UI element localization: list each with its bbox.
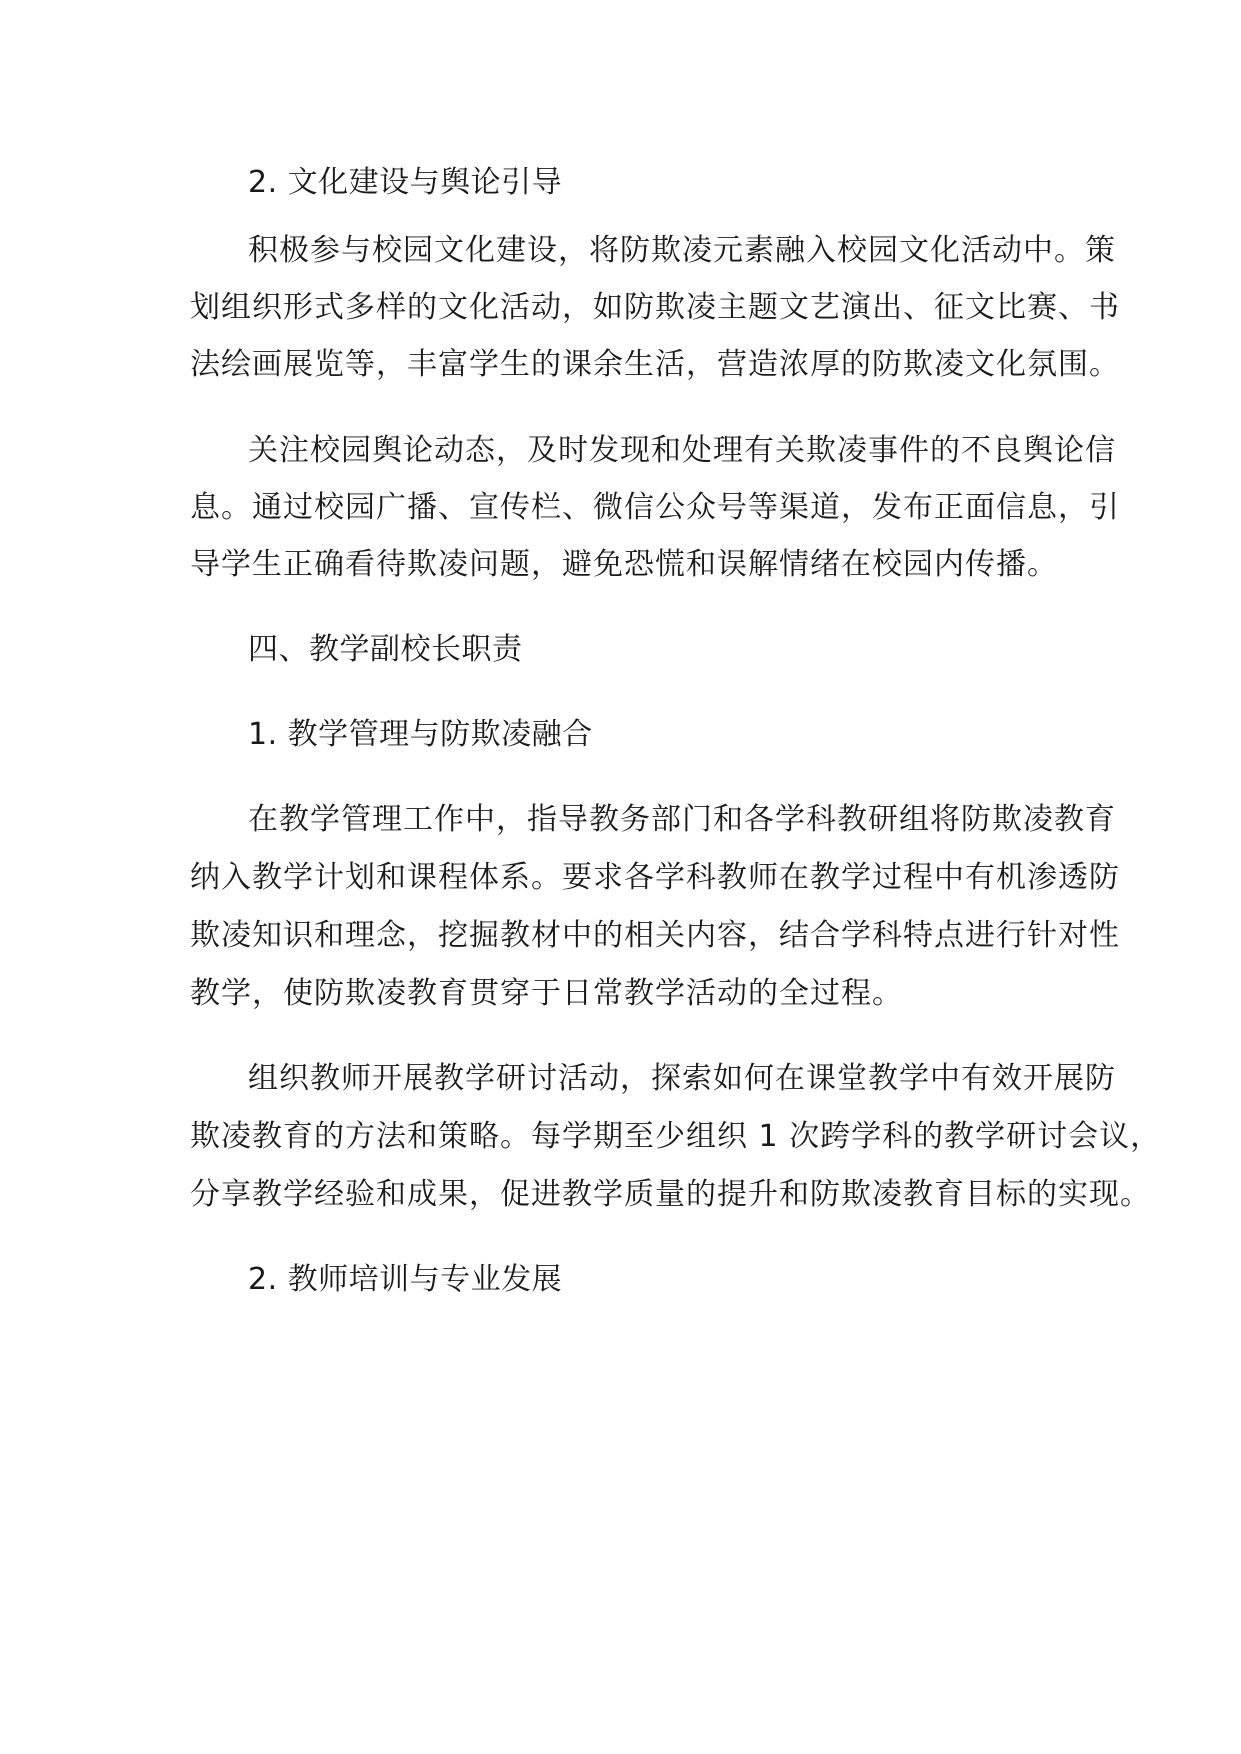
- paragraph-line: 息。通过校园广播、宣传栏、微信公众号等渠道，发布正面信息，引: [190, 490, 1120, 525]
- subheading-teaching: 1. 教学管理与防欺凌融合: [248, 717, 593, 752]
- paragraph-line: 法绘画展览等，丰富学生的课余生活，营造浓厚的防欺凌文化氛围。: [190, 347, 1120, 382]
- paragraph-line: 组织教师开展教学研讨活动，探索如何在课堂教学中有效开展防: [248, 1061, 1116, 1096]
- paragraph-line: 划组织形式多样的文化活动，如防欺凌主题文艺演出、征文比赛、书: [190, 290, 1120, 325]
- subheading-training: 2. 教师培训与专业发展: [248, 1262, 563, 1297]
- subheading-culture: 2. 文化建设与舆论引导: [248, 165, 563, 200]
- paragraph-line: 教学，使防欺凌教育贯穿于日常教学活动的全过程。: [190, 976, 903, 1011]
- paragraph-line: 关注校园舆论动态，及时发现和处理有关欺凌事件的不良舆论信: [248, 433, 1116, 468]
- paragraph-line: 欺凌知识和理念，挖掘教材中的相关内容，结合学科特点进行针对性: [190, 918, 1120, 953]
- section-heading: 四、教学副校长职责: [248, 632, 523, 667]
- paragraph-line: 导学生正确看待欺凌问题，避免恐慌和误解情绪在校园内传播。: [190, 547, 1058, 582]
- paragraph-line: 纳入教学计划和课程体系。要求各学科教师在教学过程中有机渗透防: [190, 860, 1120, 895]
- paragraph-line: 积极参与校园文化建设，将防欺凌元素融入校园文化活动中。策: [248, 233, 1116, 268]
- paragraph-line: 分享教学经验和成果，促进教学质量的提升和防欺凌教育目标的实现。: [190, 1177, 1151, 1212]
- paragraph-line: 欺凌教育的方法和策略。每学期至少组织 1 次跨学科的教学研讨会议，: [190, 1119, 1162, 1154]
- paragraph-line: 在教学管理工作中，指导教务部门和各学科教研组将防欺凌教育: [248, 802, 1116, 837]
